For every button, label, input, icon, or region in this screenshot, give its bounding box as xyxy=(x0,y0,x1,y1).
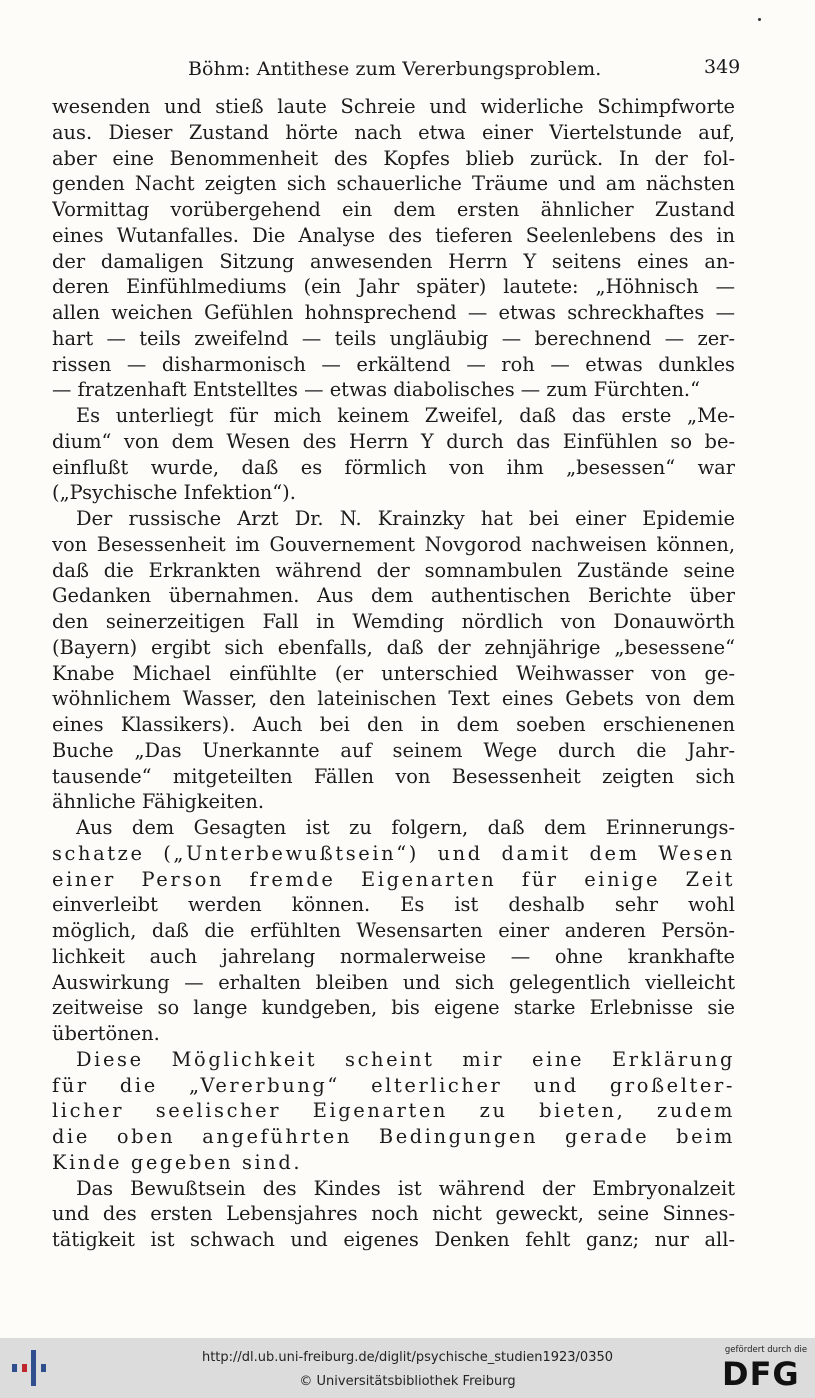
text-line: („Psychische Infektion“). xyxy=(52,481,296,505)
source-url[interactable]: http://dl.ub.uni-freiburg.de/diglit/psychische_studien1923/0350 xyxy=(201,1350,614,1365)
text-line: Gedanken übernahmen. Aus dem authentischen Berichte über xyxy=(52,584,735,608)
text-line: für die „Vererbung“ elterlicher und großelter- xyxy=(52,1073,735,1097)
text-line: schatze („Unterbewußtsein“) und damit dem Wesen xyxy=(52,841,735,865)
text-line: einverleibt werden können. Es ist deshalb sehr wohl xyxy=(52,893,735,917)
text-line: Das Bewußtsein des Kindes ist während der Embryonalzeit xyxy=(76,1176,735,1200)
dfg-logo: DFG xyxy=(722,1355,800,1393)
text-line: aber eine Benommenheit des Kopfes blieb zurück. In der fol- xyxy=(52,146,735,170)
text-line: einer Person fremde Eigenarten für einige Zeit xyxy=(52,867,735,891)
text-line: daß die Erkrankten während der somnambulen Zustände seine xyxy=(52,558,735,582)
text-line: Knabe Michael einfühlte (er unterschied Weihwasser von ge- xyxy=(52,661,735,685)
text-line: genden Nacht zeigten sich schauerliche Träume und am nächsten xyxy=(52,172,735,196)
text-line: übertönen. xyxy=(52,1022,160,1045)
text-line: Buche „Das Unerkannte auf seinem Wege durch die Jahr- xyxy=(52,738,735,762)
viewer-footer xyxy=(0,1338,815,1398)
text-line: und des ersten Lebensjahres noch nicht geweckt, seine Sinnes- xyxy=(52,1202,735,1226)
text-line: Es unterliegt für mich keinem Zweifel, daß das erste „Me- xyxy=(76,404,735,427)
text-line: von Besessenheit im Gouvernement Novgorod nachweisen können, xyxy=(52,532,735,556)
text-line: Kinde gegeben sind. xyxy=(52,1150,303,1174)
page-edge-mark xyxy=(758,18,761,21)
text-line: rissen — disharmonisch — erkältend — roh — etwas dunkles xyxy=(52,352,735,376)
running-head: Böhm: Antithese zum Vererbungsproblem. xyxy=(188,58,602,80)
page-number: 349 xyxy=(704,56,741,78)
text-line: einflußt wurde, daß es förmlich von ihm „besessen“ war xyxy=(52,455,735,479)
text-line: aus. Dieser Zustand hörte nach etwa einer Viertelstunde auf, xyxy=(52,120,735,144)
text-line: hart — teils zweifelnd — teils ungläubig — berechnend — zer- xyxy=(52,326,735,350)
text-line: die oben angeführten Bedingungen gerade beim xyxy=(52,1125,735,1148)
text-line: wesenden und stieß laute Schreie und widerliche Schimpfworte xyxy=(52,95,735,118)
text-line: deren Einfühlmediums (ein Jahr später) lautete: „Höhnisch — xyxy=(52,275,735,299)
text-line: — fratzenhaft Entstelltes — etwas diabolisches — zum Fürchten.“ xyxy=(52,378,701,402)
text-line: Diese Möglichkeit scheint mir eine Erklärung xyxy=(76,1047,735,1071)
text-line: Aus dem Gesagten ist zu folgern, daß dem Erinnerungs- xyxy=(76,816,735,839)
text-line: dium“ von dem Wesen des Herrn Y durch das Einfühlen so be- xyxy=(52,429,735,453)
text-line: Der russische Arzt Dr. N. Krainzky hat bei einer Epidemie xyxy=(76,507,735,530)
text-line: Vormittag vorübergehend ein dem ersten ähnlicher Zustand xyxy=(52,198,735,221)
funding-note: gefördert durch die xyxy=(724,1345,808,1355)
copyright-notice: © Universitätsbibliothek Freiburg xyxy=(299,1374,516,1389)
text-line: (Bayern) ergibt sich ebenfalls, daß der zehnjährige „besessene“ xyxy=(52,635,735,659)
text-line: ähnliche Fähigkeiten. xyxy=(52,790,265,814)
text-line: tätigkeit ist schwach und eigenes Denken fehlt ganz; nur all- xyxy=(52,1228,735,1251)
text-line: eines Klassikers). Auch bei den in dem soeben erschienenen xyxy=(52,713,735,736)
text-line: der damaligen Sitzung anwesenden Herrn Y seitens eines an- xyxy=(52,249,735,273)
text-line: zeitweise so lange kundgeben, bis eigene starke Erlebnisse sie xyxy=(52,996,735,1020)
text-line: licher seelischer Eigenarten zu bieten, zudem xyxy=(52,1099,735,1123)
text-line: den seinerzeitigen Fall in Wemding nördlich von Donauwörth xyxy=(52,610,735,633)
text-line: eines Wutanfalles. Die Analyse des tieferen Seelenlebens des in xyxy=(52,223,735,247)
text-line: tausende“ mitgeteilten Fällen von Besessenheit zeigten sich xyxy=(52,764,735,788)
text-line: Auswirkung — erhalten bleiben und sich gelegentlich vielleicht xyxy=(52,970,735,994)
text-line: allen weichen Gefühlen hohnsprechend — etwas schreckhaftes — xyxy=(52,301,735,324)
text-line: lichkeit auch jahrelang normalerweise — ohne krankhafte xyxy=(52,944,735,968)
text-line: möglich, daß die erfühlten Wesensarten einer anderen Persön- xyxy=(52,919,735,942)
body-text xyxy=(52,94,735,1253)
text-line: wöhnlichem Wasser, den lateinischen Text eines Gebets von dem xyxy=(52,687,735,711)
